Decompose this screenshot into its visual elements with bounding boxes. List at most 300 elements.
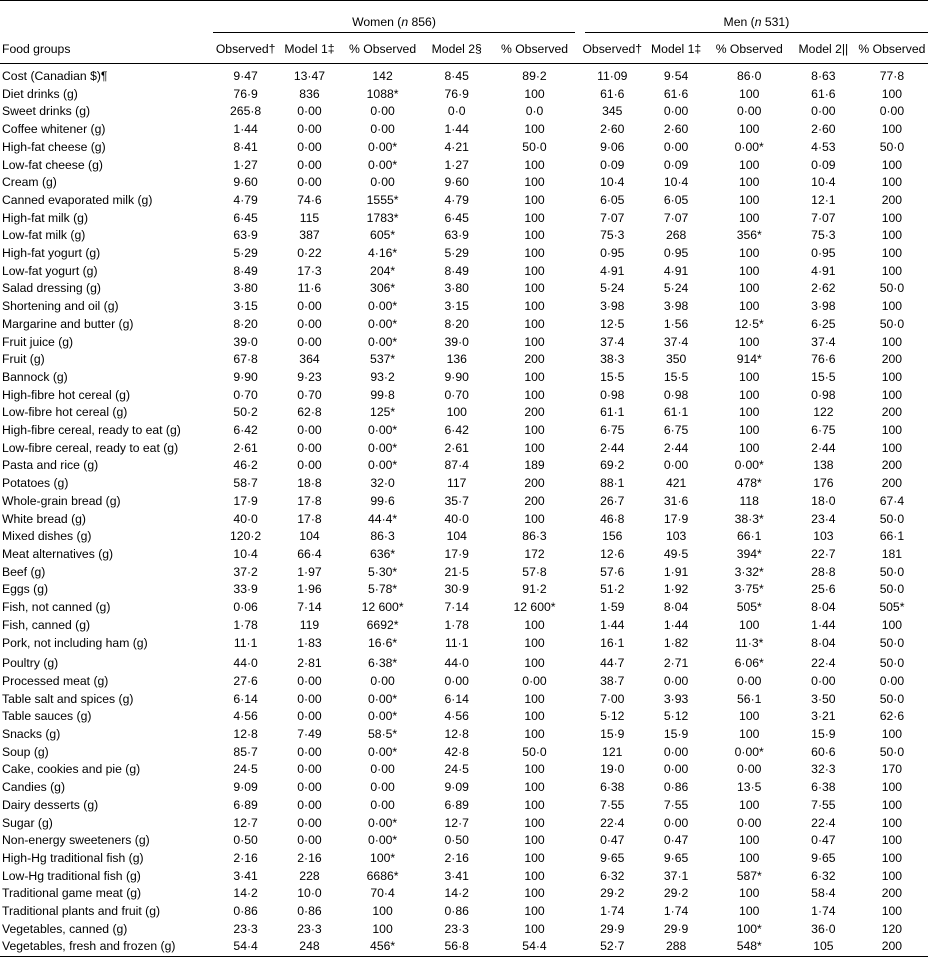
value-cell: 100* — [736, 921, 762, 936]
food-group-name: Bannock (g) — [2, 369, 68, 384]
value-cell: 100 — [446, 405, 467, 420]
value-cell: 100 — [739, 405, 760, 420]
value-cell: 15·9 — [811, 727, 836, 742]
value-cell: 0·00 — [297, 423, 322, 438]
value-cell: 1·44 — [233, 122, 258, 137]
table-row — [0, 422, 928, 440]
value-cell: 100 — [739, 175, 760, 190]
table-row — [0, 227, 928, 245]
men-col-header: Observed† — [580, 35, 645, 64]
value-cell: 142 — [372, 69, 393, 83]
men-col-header: Model 1‡ — [645, 35, 708, 64]
value-cell: 100 — [524, 691, 545, 706]
value-cell: 100 — [524, 440, 545, 455]
value-cell: 29·2 — [663, 886, 689, 901]
value-cell: 0·00 — [297, 122, 322, 137]
value-cell: 228 — [299, 868, 320, 883]
table-row — [0, 903, 928, 921]
table-row — [0, 708, 928, 726]
value-cell: 200 — [881, 405, 903, 420]
value-cell: 57·8 — [522, 564, 547, 579]
value-cell: 0·00* — [368, 440, 398, 455]
value-cell: 100 — [881, 617, 903, 632]
food-group-name: Fruit (g) — [2, 352, 45, 367]
value-cell: 3·80 — [233, 281, 258, 296]
value-cell: 6·25 — [811, 316, 836, 331]
value-cell: 0·00 — [663, 815, 689, 830]
value-cell: 9·60 — [233, 175, 258, 190]
table-row — [0, 652, 928, 673]
food-group-name: High-fat cheese (g) — [2, 139, 106, 154]
value-cell: 9·09 — [233, 780, 258, 795]
value-cell: 0·00 — [370, 175, 395, 190]
value-cell: 12·7 — [444, 815, 469, 830]
value-cell: 105 — [791, 938, 856, 956]
food-group-name: Table sauces (g) — [2, 709, 92, 724]
value-cell: 6·32 — [600, 868, 625, 883]
value-cell: 9·90 — [233, 369, 258, 384]
value-cell: 100 — [524, 157, 545, 172]
value-cell: 172 — [524, 546, 545, 561]
value-cell: 100 — [739, 210, 760, 225]
value-cell: 0·00 — [370, 104, 395, 119]
value-cell: 100 — [524, 762, 545, 777]
value-cell: 100 — [372, 904, 393, 919]
value-cell: 100 — [524, 423, 545, 438]
value-cell: 103 — [665, 529, 687, 544]
value-cell: 0·00 — [297, 458, 322, 473]
food-group-name: High-fibre cereal, ready to eat (g) — [2, 423, 181, 438]
value-cell: 74·6 — [297, 192, 322, 207]
value-cell: 100 — [524, 511, 545, 526]
value-cell: 5·24 — [663, 281, 689, 296]
value-cell: 17·9 — [444, 546, 469, 561]
value-cell: 33·9 — [233, 582, 258, 597]
value-cell: 0·00 — [737, 673, 762, 688]
value-cell: 288 — [645, 938, 708, 956]
value-cell: 100 — [739, 334, 760, 349]
value-cell: 0·00 — [663, 744, 689, 759]
value-cell: 1·96 — [297, 582, 322, 597]
men-col-header: % Observed — [856, 35, 928, 64]
food-group-name: Sweet drinks (g) — [2, 104, 91, 119]
value-cell: 12·6 — [600, 546, 625, 561]
value-cell: 3·32* — [734, 564, 764, 579]
food-group-name: Cost (Canadian $)¶ — [2, 69, 108, 83]
value-cell: 0·70 — [444, 387, 469, 402]
value-cell: 100 — [739, 709, 760, 724]
value-cell: 0·95 — [600, 246, 625, 261]
value-cell: 51·2 — [600, 582, 625, 597]
value-cell: 0·00 — [811, 673, 836, 688]
value-cell: 3·75* — [734, 582, 764, 597]
value-cell: 29·9 — [663, 921, 689, 936]
value-cell: 9·90 — [444, 369, 469, 384]
value-cell: 8·20 — [233, 316, 258, 331]
value-cell: 58·7 — [233, 476, 258, 491]
value-cell: 6·14 — [444, 691, 469, 706]
value-cell: 11·1 — [444, 635, 469, 650]
value-cell: 0·00* — [368, 815, 398, 830]
table-row — [0, 334, 928, 352]
men-col-header: Model 2|| — [791, 35, 856, 64]
value-cell: 52·7 — [580, 938, 645, 956]
value-cell: 8·49 — [444, 263, 469, 278]
food-group-name: Cake, cookies and pie (g) — [2, 762, 141, 777]
value-cell: 100 — [524, 86, 545, 101]
value-cell: 0·00 — [522, 673, 547, 688]
value-cell: 67·8 — [233, 352, 258, 367]
value-cell: 30·9 — [444, 582, 469, 597]
value-cell: 100 — [739, 192, 760, 207]
value-cell: 61·1 — [600, 405, 625, 420]
value-cell: 4·53 — [811, 139, 836, 154]
value-cell: 100 — [881, 263, 903, 278]
value-cell: 6·75 — [600, 423, 625, 438]
value-cell: 605* — [370, 228, 396, 243]
food-group-name: Margarine and butter (g) — [2, 316, 134, 331]
value-cell: 914* — [736, 352, 762, 367]
value-cell: 100 — [881, 440, 903, 455]
value-cell: 50·0 — [879, 564, 905, 579]
men-col-header: % Observed — [708, 35, 791, 64]
food-group-name: Traditional game meat (g) — [2, 886, 142, 901]
value-cell: 100 — [524, 316, 545, 331]
value-cell: 0·00* — [368, 299, 398, 314]
value-cell: 421 — [665, 476, 687, 491]
value-cell: 100 — [881, 334, 903, 349]
value-cell: 0·00* — [368, 458, 398, 473]
food-group-name: Non-energy sweeteners (g) — [2, 833, 150, 848]
value-cell: 32·0 — [370, 476, 395, 491]
value-cell: 0·00 — [297, 316, 322, 331]
value-cell: 76·9 — [233, 86, 258, 101]
value-cell: 36·0 — [811, 921, 836, 936]
value-cell: 100 — [881, 797, 903, 812]
value-cell: 456* — [341, 938, 424, 956]
value-cell: 1·59 — [600, 600, 625, 615]
table-row — [0, 691, 928, 709]
value-cell: 0·00 — [370, 780, 395, 795]
value-cell: 7·14 — [297, 600, 322, 615]
value-cell: 2·16 — [444, 850, 469, 865]
value-cell: 1·56 — [663, 316, 689, 331]
value-cell: 6·14 — [233, 691, 258, 706]
women-col-header: Model 1‡ — [278, 35, 341, 64]
value-cell: 5·24 — [600, 281, 625, 296]
value-cell: 63·9 — [233, 228, 258, 243]
value-cell: 38·7 — [600, 673, 625, 688]
value-cell: 0·00 — [737, 104, 762, 119]
table-body — [0, 64, 928, 957]
value-cell: 268 — [665, 228, 687, 243]
food-group-name: Low-fibre hot cereal (g) — [2, 405, 128, 420]
value-cell: 9·60 — [444, 175, 469, 190]
value-cell: 100 — [739, 440, 760, 455]
value-cell: 0·00* — [368, 423, 398, 438]
value-cell: 50·0 — [522, 139, 547, 154]
value-cell: 86·0 — [737, 69, 762, 83]
value-cell: 4·91 — [811, 263, 836, 278]
value-cell: 50·2 — [233, 405, 258, 420]
food-group-name: Shortening and oil (g) — [2, 299, 119, 314]
value-cell: 100 — [739, 369, 760, 384]
value-cell: 17·8 — [297, 511, 322, 526]
value-cell: 0·09 — [663, 157, 689, 172]
value-cell: 100 — [739, 263, 760, 278]
value-cell: 2·44 — [811, 440, 836, 455]
value-cell: 24·5 — [444, 762, 469, 777]
value-cell: 39·0 — [233, 334, 258, 349]
value-cell: 89·2 — [522, 69, 547, 83]
value-cell: 1·44 — [600, 617, 625, 632]
value-cell: 17·8 — [297, 493, 322, 508]
column-header-row — [0, 35, 928, 64]
food-group-name: Potatoes (g) — [2, 476, 69, 491]
value-cell: 8·04 — [811, 635, 836, 650]
value-cell: 9·23 — [297, 369, 322, 384]
value-cell: 6·38 — [811, 780, 836, 795]
value-cell: 100 — [739, 86, 760, 101]
value-cell: 117 — [447, 476, 467, 491]
value-cell: 1·92 — [663, 582, 689, 597]
food-group-name: Snacks (g) — [2, 727, 61, 742]
value-cell: 100* — [370, 850, 396, 865]
value-cell: 1·91 — [663, 564, 689, 579]
value-cell: 23·3 — [444, 921, 469, 936]
value-cell: 14·2 — [233, 886, 258, 901]
table-row — [0, 157, 928, 175]
value-cell: 100 — [739, 617, 760, 632]
value-cell: 0·09 — [600, 157, 625, 172]
value-cell: 265·8 — [230, 104, 262, 119]
value-cell: 100 — [881, 780, 903, 795]
table-row — [0, 351, 928, 369]
value-cell: 100 — [881, 157, 903, 172]
value-cell: 0·00 — [370, 797, 395, 812]
value-cell: 100 — [524, 175, 545, 190]
value-cell: 100 — [524, 228, 545, 243]
value-cell: 100 — [739, 122, 760, 137]
value-cell: 394* — [736, 546, 762, 561]
food-group-name: Table salt and spices (g) — [2, 691, 134, 706]
value-cell: 46·8 — [600, 511, 625, 526]
table-row — [0, 475, 928, 493]
value-cell: 100 — [881, 904, 903, 919]
value-cell: 587* — [736, 868, 762, 883]
value-cell: 0·00 — [297, 797, 322, 812]
food-group-name: Processed meat (g) — [2, 673, 109, 688]
table-row — [0, 174, 928, 192]
value-cell: 100 — [524, 263, 545, 278]
value-cell: 15·9 — [600, 727, 625, 742]
value-cell: 100 — [739, 904, 760, 919]
value-cell: 17·9 — [233, 493, 258, 508]
value-cell: 0·0 — [447, 104, 466, 119]
table-row — [0, 369, 928, 387]
value-cell: 100 — [739, 246, 760, 261]
value-cell: 0·00 — [297, 691, 322, 706]
table-row — [0, 210, 928, 228]
men-header-label: Men (n 531) — [585, 15, 928, 33]
value-cell: 26·7 — [600, 493, 625, 508]
women-col-header: % Observed — [341, 35, 424, 64]
value-cell: 100 — [739, 423, 760, 438]
value-cell: 70·4 — [370, 886, 395, 901]
value-cell: 1·78 — [444, 617, 469, 632]
value-cell: 0·00* — [368, 709, 398, 724]
value-cell: 5·29 — [444, 246, 469, 261]
value-cell: 100 — [881, 868, 903, 883]
value-cell: 350 — [665, 352, 687, 367]
value-cell: 100 — [881, 175, 903, 190]
value-cell: 120·2 — [230, 529, 262, 544]
value-cell: 2·60 — [811, 122, 836, 137]
value-cell: 15·5 — [600, 369, 625, 384]
value-cell: 3·93 — [663, 691, 689, 706]
value-cell: 1·27 — [444, 157, 469, 172]
value-cell: 13·5 — [737, 780, 762, 795]
table-row — [0, 103, 928, 121]
value-cell: 16·1 — [600, 635, 625, 650]
value-cell: 25·6 — [811, 582, 836, 597]
table-row — [0, 761, 928, 779]
value-cell: 12 600* — [361, 600, 404, 615]
value-cell: 12·7 — [233, 815, 258, 830]
table-row — [0, 885, 928, 903]
value-cell: 15·5 — [811, 369, 836, 384]
value-cell: 50·0 — [879, 281, 905, 296]
value-cell: 100 — [524, 815, 545, 830]
value-cell: 100 — [881, 210, 903, 225]
value-cell: 8·63 — [811, 69, 836, 83]
value-cell: 6·05 — [663, 192, 689, 207]
value-cell: 100 — [881, 423, 903, 438]
table-row — [0, 546, 928, 564]
women-header-label: Women (n 856) — [213, 15, 575, 33]
value-cell: 69·2 — [600, 458, 625, 473]
value-cell: 12 600* — [513, 600, 556, 615]
food-group-name: Candies (g) — [2, 780, 65, 795]
value-cell: 0·00 — [297, 299, 322, 314]
value-cell: 4·91 — [600, 263, 625, 278]
value-cell: 181 — [881, 546, 903, 561]
table-row — [0, 744, 928, 762]
table-row — [0, 86, 928, 104]
table-row — [0, 387, 928, 405]
value-cell: 76·9 — [444, 86, 469, 101]
value-cell: 0·00 — [879, 673, 905, 688]
value-cell: 0·47 — [600, 833, 625, 848]
value-cell: 7·14 — [444, 600, 469, 615]
table-row — [0, 938, 928, 956]
value-cell: 62·6 — [879, 709, 905, 724]
value-cell: 6·06* — [734, 656, 764, 671]
value-cell: 119 — [299, 617, 320, 632]
food-group-name: Beef (g) — [2, 564, 46, 579]
value-cell: 0·00* — [368, 334, 398, 349]
value-cell: 12·5* — [734, 316, 764, 331]
value-cell: 100 — [524, 192, 545, 207]
value-cell: 478* — [736, 476, 762, 491]
food-group-name: High-fat yogurt (g) — [2, 246, 101, 261]
value-cell: 100 — [524, 281, 545, 296]
value-cell: 2·16 — [297, 850, 322, 865]
value-cell: 54·4 — [213, 938, 278, 956]
value-cell: 7·49 — [297, 727, 322, 742]
value-cell: 99·6 — [370, 493, 395, 508]
value-cell: 40·0 — [444, 511, 469, 526]
value-cell: 6·42 — [233, 423, 258, 438]
value-cell: 61·6 — [663, 86, 689, 101]
value-cell: 0·00 — [444, 673, 469, 688]
value-cell: 200 — [524, 493, 545, 508]
value-cell: 57·6 — [600, 564, 625, 579]
value-cell: 1·74 — [663, 904, 689, 919]
value-cell: 122 — [813, 405, 834, 420]
table-row — [0, 797, 928, 815]
value-cell: 0·00 — [663, 104, 689, 119]
value-cell: 100 — [524, 780, 545, 795]
value-cell: 7·55 — [600, 797, 625, 812]
value-cell: 0·06 — [233, 600, 258, 615]
value-cell: 1·83 — [297, 635, 322, 650]
value-cell: 67·4 — [879, 493, 905, 508]
value-cell: 1·97 — [297, 564, 322, 579]
value-cell: 12·8 — [233, 727, 258, 742]
value-cell: 0·00 — [297, 762, 322, 777]
value-cell: 86·3 — [522, 529, 547, 544]
value-cell: 22·4 — [811, 815, 836, 830]
value-cell: 7·07 — [663, 210, 689, 225]
table-row — [0, 245, 928, 263]
value-cell: 100 — [524, 833, 545, 848]
value-cell: 100 — [881, 86, 903, 101]
value-cell: 100 — [881, 387, 903, 402]
table-row — [0, 192, 928, 210]
value-cell: 120 — [881, 921, 903, 936]
value-cell: 6·75 — [811, 423, 836, 438]
value-cell: 0·95 — [811, 246, 836, 261]
value-cell: 2·62 — [811, 281, 836, 296]
value-cell: 2·16 — [233, 850, 258, 865]
value-cell: 8·45 — [444, 69, 469, 83]
value-cell: 22·4 — [600, 815, 625, 830]
food-group-name: Fruit juice (g) — [2, 334, 74, 349]
value-cell: 21·5 — [444, 564, 469, 579]
value-cell: 1·44 — [811, 617, 836, 632]
value-cell: 100 — [881, 727, 903, 742]
value-cell: 50·0 — [879, 511, 905, 526]
value-cell: 189 — [524, 458, 545, 473]
value-cell: 0·00 — [737, 762, 762, 777]
value-cell: 0·86 — [297, 904, 322, 919]
value-cell: 14·2 — [444, 886, 469, 901]
value-cell: 61·6 — [811, 86, 836, 101]
food-group-name: Low-fat yogurt (g) — [2, 263, 98, 278]
value-cell: 0·00* — [734, 744, 764, 759]
food-group-name: Cream (g) — [2, 175, 57, 190]
value-cell: 6·38 — [600, 780, 625, 795]
value-cell: 0·00 — [297, 744, 322, 759]
value-cell: 1·74 — [811, 904, 836, 919]
value-cell: 4·79 — [444, 192, 469, 207]
value-cell: 10·4 — [600, 175, 625, 190]
value-cell: 8·04 — [663, 600, 689, 615]
table-row — [0, 511, 928, 529]
value-cell: 10·4 — [663, 175, 689, 190]
food-group-name: Sugar (g) — [2, 815, 53, 830]
